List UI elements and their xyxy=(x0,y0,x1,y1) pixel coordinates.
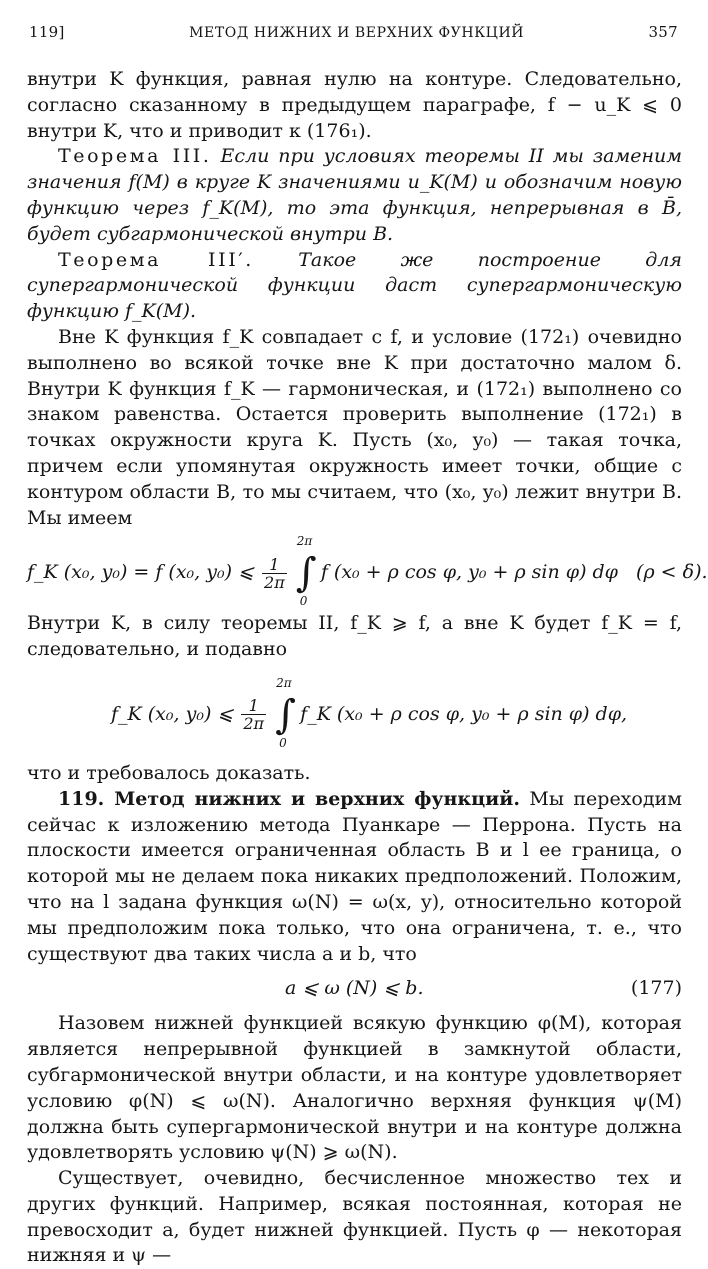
eq1-frac-num: 1 xyxy=(262,556,287,574)
equation-177-body: a ⩽ ω (N) ⩽ b. xyxy=(285,977,424,1000)
eq2-frac-num: 1 xyxy=(241,697,266,715)
eq2-frac-den: 2π xyxy=(243,714,265,734)
theorem-3-prime xyxy=(27,248,682,325)
equation-177 xyxy=(27,967,682,1011)
paragraph-3: Внутри K, в силу теоремы II, f_K ⩾ f, а вне K будет f_K = f, следовательно, и подавно xyxy=(27,612,682,661)
paragraph-4: что и требовалось доказать. xyxy=(27,761,311,784)
paragraph-1: внутри K функция, равная нулю на контуре. Следовательно, согласно сказанному в предыдущем параграфе, f − u_K ⩽ 0 внутри K, что и приводит к (176₁). xyxy=(27,68,682,142)
section-text: Мы переходим сейчас к изложению метода Пуанкаре — Перрона. Пусть на плоскости имеется ограниченная область B и l ее граница, о которой мы не делаем пока никаких предположений. Положим, что на l задана функция ω(N) = ω(x, y), относительно которой мы предположим пока только, что она ограничена, т. е., что существуют два таких числа a и b, что xyxy=(27,787,682,965)
paragraph-2: Вне K функция f_K совпадает с f, и условие (172₁) очевидно выполнено во всякой точке вне K при достаточно малом δ. Внутри K функция f_K — гармоническая, и (172₁) выполнено со знаком равенства. Остается проверить выполнение (172₁) в точках окружности круга K. Пусть (x₀, y₀) — такая точка, причем если упомянутая окружность имеет точки, общие с контуром области B, то мы считаем, что (x₀, y₀) лежит внутри B. Мы имеем xyxy=(27,325,682,529)
eq2-fraction xyxy=(241,697,266,732)
eq1-upper-limit: 2π xyxy=(296,534,313,549)
section-title: 119. Метод нижних и верхних функций. xyxy=(58,787,520,810)
header-section-number: 119] xyxy=(29,23,65,41)
section-119 xyxy=(27,787,682,968)
eq2-lhs: f_K (x₀, y₀) ⩽ xyxy=(111,702,234,725)
equation-1 xyxy=(27,531,708,611)
running-header xyxy=(27,22,682,43)
theorem-3 xyxy=(27,144,682,247)
theorem-3-prime-label: Теорема III′. xyxy=(58,248,254,271)
eq2-integral: 2π ∫ 0 xyxy=(275,675,296,750)
equation-2-body xyxy=(111,675,628,750)
running-title: МЕТОД НИЖНИХ И ВЕРХНИХ ФУНКЦИЙ xyxy=(189,25,525,41)
theorem-3-label: Теорема III. xyxy=(58,145,212,168)
equation-2 xyxy=(27,663,682,761)
equation-number: (177) xyxy=(630,977,682,1000)
eq1-lhs: f_K (x₀, y₀) = f (x₀, y₀) ⩽ xyxy=(27,561,254,584)
page-number: 357 xyxy=(648,23,678,41)
eq2-upper-limit: 2π xyxy=(276,675,292,690)
theorem-3-text: Если при условиях теоремы II мы заменим значения f(M) в круге K значениями u_K(M) и обозначим новую функцию через f_K(M), то эта функция, непрерывная в B̄, будет субгармонической внутри B. xyxy=(27,145,682,245)
eq1-integral: 2π ∫ 0 xyxy=(295,534,317,609)
eq1-condition: (ρ < δ). xyxy=(636,561,708,584)
eq1-fraction xyxy=(262,556,287,591)
theorem-3-prime-text: Такое же построение для супергармонической функции даст супергармоническую функцию f_K(M). xyxy=(27,248,682,323)
eq1-integrand: f (x₀ + ρ cos φ, y₀ + ρ sin φ) dφ xyxy=(320,561,618,584)
paragraph-5: Назовем нижней функцией всякую функцию φ(M), которая является непрерывной функцией в замкнутой области, субгармонической внутри области, и на контуре удовлетворяет условию φ(N) ⩽ ω(N). Аналогично верхняя функция ψ(M) должна быть супергармонической внутри и на контуре должна удовлетворять условию ψ(N) ⩾ ω(N). xyxy=(27,1012,682,1164)
eq2-lower-limit: 0 xyxy=(279,735,287,750)
eq1-frac-den: 2π xyxy=(264,572,285,592)
equation-1-body xyxy=(27,534,708,609)
eq2-integrand: f_K (x₀ + ρ cos φ, y₀ + ρ sin φ) dφ, xyxy=(300,702,628,725)
eq1-lower-limit: 0 xyxy=(299,594,308,609)
paragraph-6: Существует, очевидно, бесчисленное множество тех и других функций. Например, всякая постоянная, которая не превосходит a, будет нижней функцией. Пусть φ — некоторая нижняя и ψ — xyxy=(27,1167,682,1267)
